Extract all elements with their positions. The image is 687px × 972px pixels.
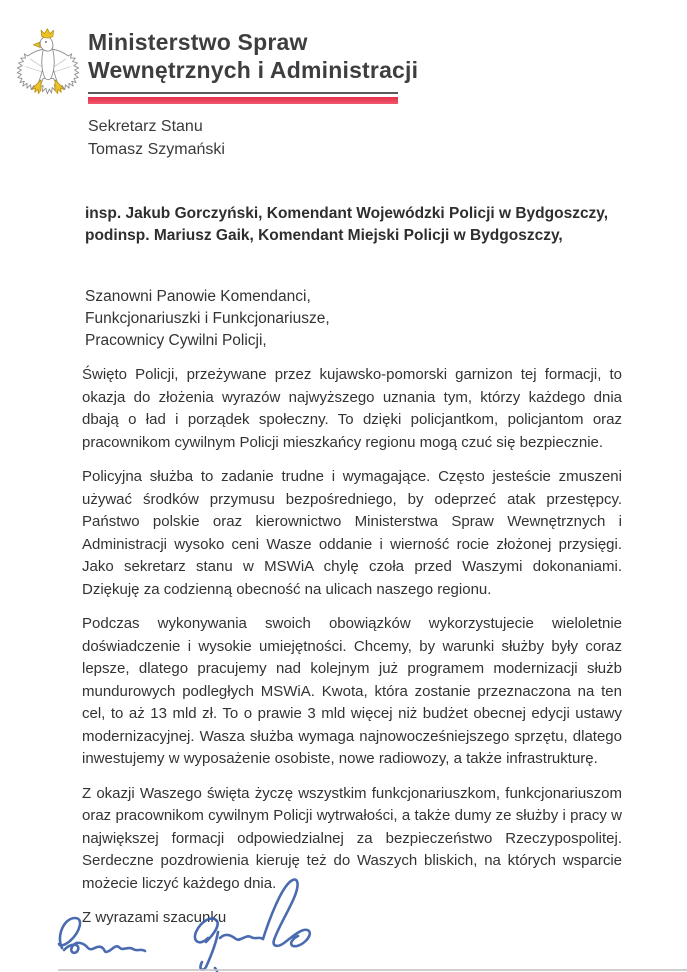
letterhead-rule-red-stripe [88,97,398,104]
body-paragraph: Policyjna służba to zadanie trudne i wymagające. Często jesteście zmuszeni używać środków przymusu bezpośredniego, by odeprzeć atak przestępcy. Państwo polskie oraz kierownictwo Ministerstwa Spraw Wewnętrznych i Administracji wysoko ceni Wasze oddanie i wierność rocie złożonej przysięgi. Jako sekretarz stanu w MSWiA chylę czoła przed Waszymi dokonaniami. Dziękuję za codzienną obecność na ulicach naszego regionu. [82,468,622,598]
scan-edge-line [58,969,687,971]
letterhead-rule-dark-line [88,92,398,94]
letter-body [82,364,622,930]
handwritten-signature [48,876,324,972]
ministry-name-line1: Ministerstwo Spraw [88,29,308,55]
sender-name: Tomasz Szymański [88,141,225,158]
body-paragraph: Podczas wykonywania swoich obowiązków wykorzystujecie wieloletnie doświadczenie i wysokie umiejętności. Chcemy, by warunki służby były coraz lepsze, dlatego pracujemy nad kolejnym już programem modernizacji służb mundurowych podległych MSWiA. Kwota, która zostanie przeznaczona na ten cel, to aż 13 mld zł. To o prawie 3 mld więcej niż budżet obecnej edycji ustawy modernizacyjnej. Wasza służba wymaga najnowocześniejszego sprzętu, dlatego inwestujemy w wyposażenie osobiste, nowe radiowozy, a także infrastrukturę. [82,615,622,767]
recipients-block [85,203,608,247]
recipient-line: podinsp. Mariusz Gaik, Komendant Miejski Policji w Bydgoszczy, [85,227,563,244]
closing-line: Z wyrazami szacunku [82,909,227,926]
salutation-block [85,286,330,352]
recipient-line: insp. Jakub Gorczyński, Komendant Wojewódzki Policji w Bydgoszczy, [85,205,609,222]
ministry-name [88,28,418,84]
body-paragraph: Z okazji Waszego święta życzę wszystkim funkcjonariuszkom, funkcjonariuszom oraz pracownikom cywilnym Policji wytrwałości, a także dumy ze służby i pracy w największej formacji odpowiedzialnej za bezpieczeństwo Rzeczypospolitej. Serdeczne pozdrowienia kieruję też do Waszych bliskich, na których wsparcie możecie liczyć każdego dnia. [82,784,622,892]
salutation-line: Pracownicy Cywilni Policji, [85,332,267,349]
salutation-line: Szanowni Panowie Komendanci, [85,288,311,305]
sender-title: Sekretarz Stanu [88,118,203,135]
body-paragraph: Święto Policji, przeżywane przez kujawsko-pomorski garnizon tej formacji, to okazja do złożenia wyrazów najwyższego uznania tym, którzy każdego dnia dbają o ład i porządek społeczny. To dzięki policjantkom, policjantom oraz pracownikom cywilnym Policji mieszkańcy regionu mogą czuć się bezpiecznie. [82,366,622,451]
letterhead-rule [88,92,398,104]
salutation-line: Funkcjonariuszki i Funkcjonariusze, [85,310,330,327]
coat-of-arms-eagle-icon [13,26,83,114]
ministry-name-line2: Wewnętrznych i Administracji [88,57,419,83]
sender-block [88,115,225,161]
